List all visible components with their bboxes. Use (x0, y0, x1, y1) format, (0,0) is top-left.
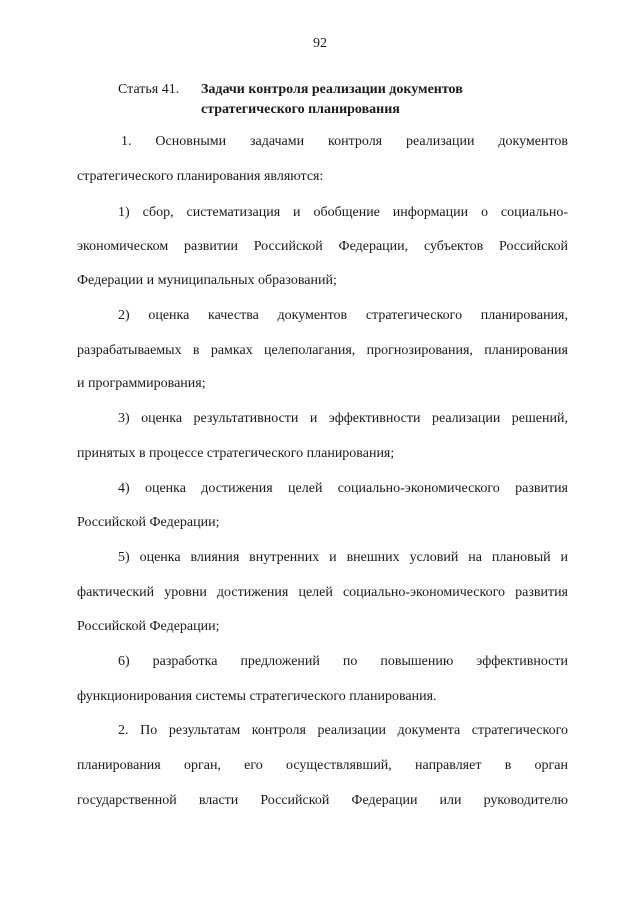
article-title-line-1: Задачи контроля реализации документов (201, 82, 463, 97)
article-title-line-2: стратегического планирования (201, 102, 400, 117)
text-line-19: планирования орган, его осуществлявший, направляет в орган (77, 758, 568, 773)
text-line-17: функционирования системы стратегического планирования. (77, 689, 437, 704)
text-line-18: 2. По результатам контроля реализации документа стратегического (118, 723, 568, 738)
article-label: Статья 41. (118, 82, 180, 97)
text-line-14: фактический уровни достижения целей социально-экономического развития (77, 585, 568, 600)
text-line-6: 2) оценка качества документов стратегического планирования, (118, 308, 568, 323)
text-line-2: стратегического планирования являются: (77, 169, 324, 184)
article-title (201, 80, 541, 120)
text-line-3: 1) сбор, систематизация и обобщение информации о социально- (118, 205, 568, 220)
text-line-15: Российской Федерации; (77, 619, 220, 634)
text-line-11: 4) оценка достижения целей социально-экономического развития (118, 481, 568, 496)
text-line-8: и программирования; (77, 376, 206, 391)
text-line-9: 3) оценка результативности и эффективности реализации решений, (118, 411, 568, 426)
text-line-20: государственной власти Российской Федерации или руководителю (77, 793, 568, 808)
text-line-10: принятых в процессе стратегического планирования; (77, 446, 395, 461)
page-number: 92 (313, 36, 327, 51)
text-line-4: экономическом развитии Российской Федерации, субъектов Российской (77, 239, 568, 254)
text-line-13: 5) оценка влияния внутренних и внешних условий на плановый и (118, 550, 568, 565)
text-line-16: 6) разработка предложений по повышению эффективности (118, 654, 568, 669)
text-line-7: разрабатываемых в рамках целеполагания, прогнозирования, планирования (77, 343, 568, 358)
text-line-5: Федерации и муниципальных образований; (77, 273, 337, 288)
text-line-12: Российской Федерации; (77, 515, 220, 530)
text-line-1: 1. Основными задачами контроля реализации документов (121, 134, 568, 149)
